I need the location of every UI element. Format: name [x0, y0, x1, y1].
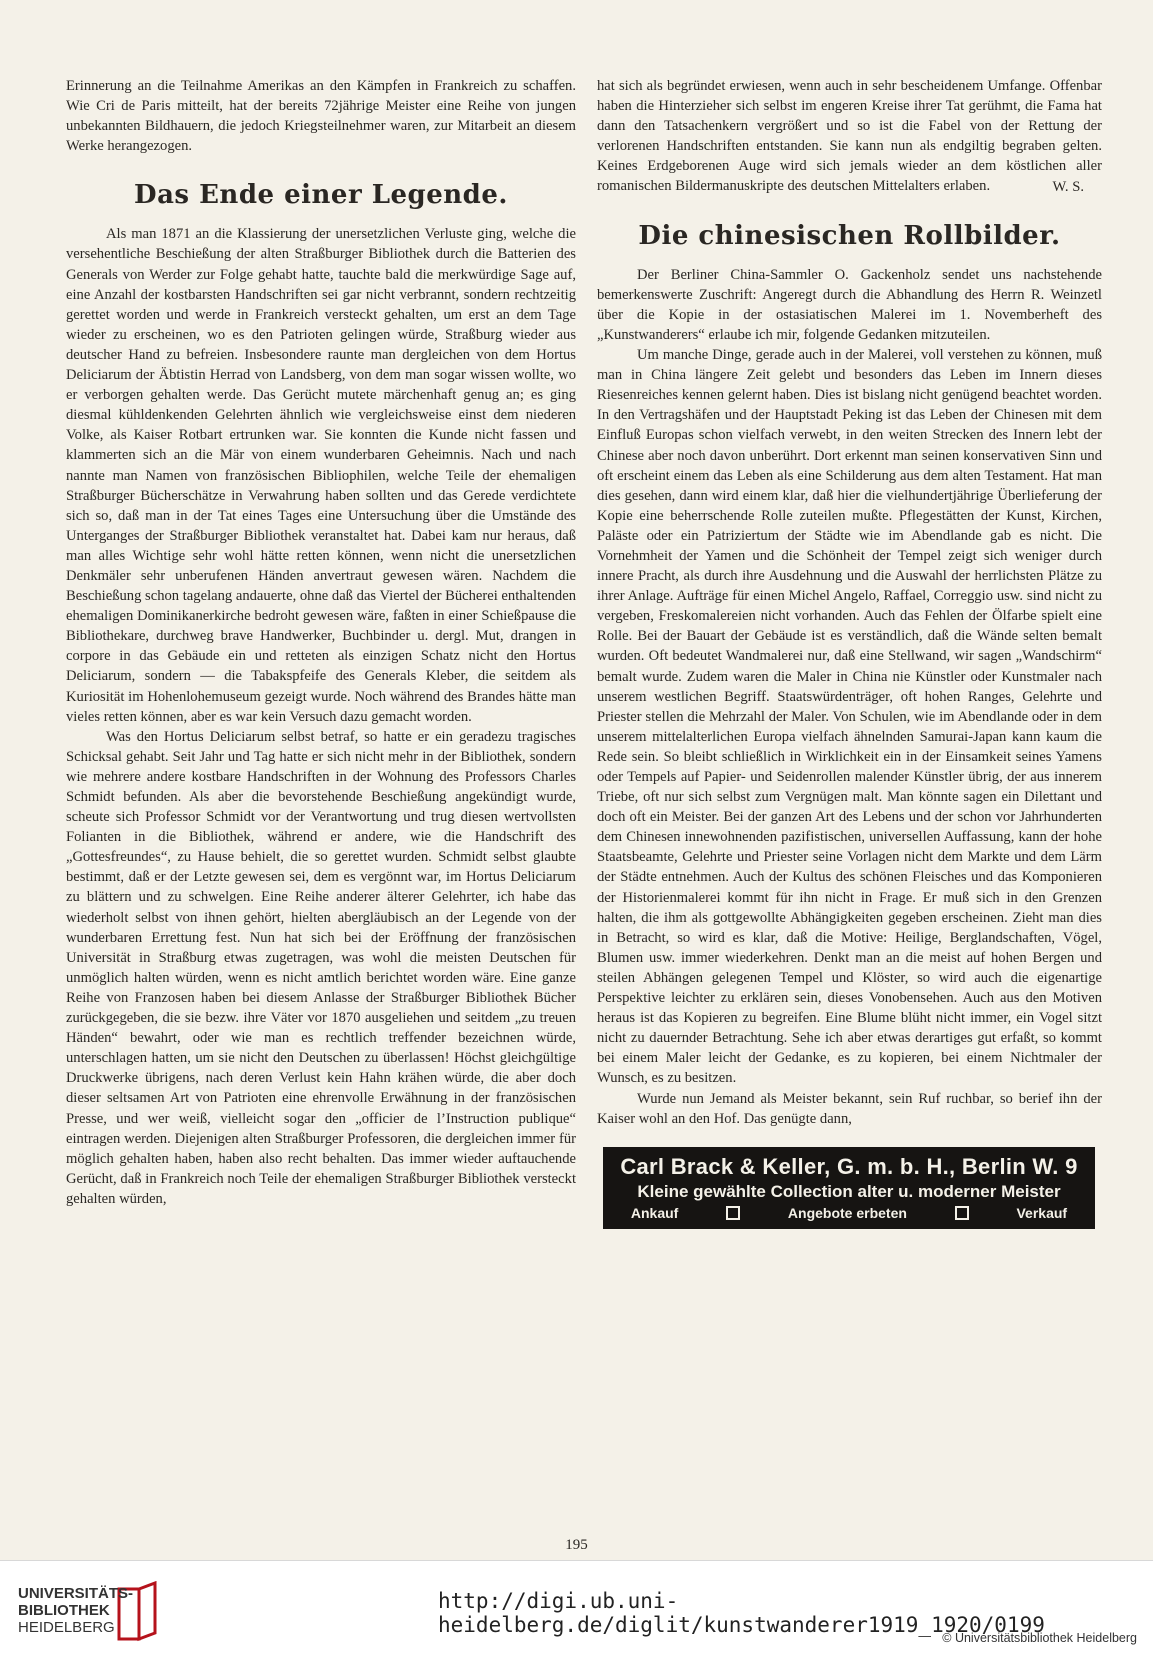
square-icon [726, 1206, 740, 1220]
right-column [597, 76, 1102, 1229]
article-heading-legende: Das Ende einer Legende. [134, 180, 508, 211]
rollbilder-paragraph-3: Wurde nun Jemand als Meister bekannt, sein Ruf ruchbar, so berief ihn der Kaiser wohl an den Hof. Das genügte dann, [597, 1090, 1102, 1127]
legende-paragraph-1: Als man 1871 an die Klassierung der unersetzlichen Verluste ging, welche die versehentliche Beschießung der alten Straßburger Bibliothek durch die Batterien des Generals von Werder zur Folge gehabt hatte, tauchte bald die merkwürdige Sage auf, eine Anzahl der kostbarsten Handschriften sei gar nicht verbrannt, sondern rechtzeitig gerettet worden und werde in Frankreich versteckt gehalten, um erst an dem Tage wieder zu erscheinen, wo es den Patrioten gelingen würde, Straßburg wieder aus deutscher Hand zu befreien. Insbesondere raunte man dergleichen von dem Hortus Deliciarum der Äbtistin Herrad von Landsberg, von dem man sogar wissen wollte, wo er verborgen gehalten werde. Das Gerücht mutete märchenhaft genug an; es ging diesmal kühldenkenden Gelehrten ähnlich wie vergleichsweise einst dem niederen Volke, als Kaiser Rotbart ertrunken war. Sie konnten die Kunde nicht fassen und klammerten sich an die Mär von einem wunderbaren Geheimnis. Nach und nach nannte man Namen von französischen Bibliophilen, welche Teile der ehemaligen Straßburger Bücherschätze in Verwahrung haben sollten und das Gerede verdichtete sich so, daß man in der Tat eines Tages eine Untersuchung über die Umstände des Unterganges der Straßburger Bibliothek veranstaltet hat. Dabei kam nur heraus, daß man alles Wichtige sehr wohl hätte retten können, wenn nicht die unersetzlichen Denkmäler sehr unberufenen Händen anvertraut gewesen wären. Nachdem die Beschießung schon tagelang andauerte, ohne daß das Viertel der Bücherei enthaltenden ehemaligen Dominikanerkirche bedroht gewesen wäre, faßten in einer Schießpause die Bibliothekare, durchweg brave Handwerker, Buchbinder u. dergl. Mut, drangen in corpore in das Gebäude ein und retteten als einzigen Schatz nicht den Hortus Deliciarum, sondern — die Tabakspfeife des Generals Kleber, die seitdem als Kuriosität im Hohenlohemuseum gezeigt wurde. Noch während des Brandes hätte man vieles retten können, aber es war kein Versuch dazu gemacht worden. [66, 226, 576, 725]
ad-angebote: Angebote erbeten [787, 1204, 907, 1221]
ad-company-name: Carl Brack & Keller, G. m. b. H., Berlin W. 9 [620, 1153, 1078, 1179]
intro-paragraph: Erinnerung an die Teilnahme Amerikas an den Kämpfen in Frankreich zu schaffen. Wie Cri de Paris mitteilt, hat der bereits 72jährige Meister eine Reihe von jungen unbekannten Bildhauern, die jedoch Kriegsteilnehmer waren, zur Mitarbeit an diesem Werke herangezogen. [66, 78, 576, 155]
rollbilder-paragraph-2: Um manche Dinge, gerade auch in der Malerei, voll verstehen zu können, muß man in China längere Zeit gelebt und besonders das Leben im Innern dieses Riesenreiches kennen gelernt haben. Dies ist bislang nicht genügend beachtet worden. In den Vertragshäfen und der Hauptstadt Peking ist das Leben der Chinesen mit dem Einfluß Europas schon vielfach verwebt, in den weiten Strecken des Innern lebt der Chinese aber noch davon unberührt. Dort erkennt man seinen konservativen Sinn und oft erscheint einem das Leben als eine Schilderung aus dem alten Testament. Hat man dies gesehen, dann wird einem klar, daß hier die vielhundertjährige Überlieferung der Kopie eine beherrschende Rolle zuteilen mußte. Pflegestätten der Kunst, Kirchen, Paläste oder ein Patriziertum der Städte wie im Abendlande gab es nicht. Die Vornehmheit der Yamen und die Schönheit der Tempel zeigt sich weniger durch innere Pracht, als durch ihre Ausdehnung und die Auswahl der herrlichsten Plätze zu ihrer Anlage. Aufträge für einen Michel Angelo, Raffael, Correggio usw. sind nicht zu vergeben, Freskomalereien nicht vorhanden. Auch das Fehlen der Ölfarbe spielt eine Rolle. Bei der Bauart der Gebäude ist es verständlich, daß die Wände selten bemalt wurden. Oft bedeutet Wandmalerei nur, daß eine Stellwand, wir sagen „Wandschirm“ bemalt wurde. Zudem waren die Maler in China nie Künstler oder Kunstmaler nach unserem westlichen Begriff. Staatswürdenträger, oft hohen Ranges, Gelehrte und Priester stellen die Mehrzahl der Maler. Von Schulen, wie im Abendlande oder in dem unserem mittelalterlichen Europa vielfach ähnelnden Samurai-Japan kann kaum die Rede sein. So bleibt schließlich in Wirklichkeit ein in der Einsamkeit seines Yamens oder Tempels auf Papier- und Seidenrollen malender Künstler übrig, der aus innerem Triebe, oft nur sich selbst zum Vergnügen malt. Man könnte sagen ein Dilettant und doch oft ein Meister. Bei der ganzen Art des Lebens und der schon vor Jahrhunderten dem Chinesen innewohnenden pazifistischen, universellen Auffassung, kann der hohe Staatsbeamte, Gelehrte und Priester seine Vorlagen nicht dem Markte und dem Lärm der Städte entnehmen. Auch der Kultus des schönen Fleisches und das Komponieren der Historienmalerei kommt für ihn nicht in Frage. Er muß sich in den Grenzen halten, die ihm als gottgewollte Abhängigkeiten gegeben erscheinen. Zieht man dies in Betracht, so wird es klar, daß die Motive: Heilige, Berglandschaften, Vögel, Blumen usw. immer wiederkehren. Denkt man an die meist auf hohen Bergen und steilen Abhängen gelegenen Tempel und Klöster, so wird auch die eigenartige Perspektive leichter zu erklären sein, dieses Vonobensehen. Auch aus den Motiven heraus ist das Kopieren zu begreifen. Eine Blume blüht nicht immer, ein Vogel sitzt nicht zu dauernder Betrachtung. Sehe ich aber etwas derartiges gut erfaßt, so kommt bei einem Maler leicht der Gedanke, es zu kopieren, bei einem Nichtmaler der Wunsch, es zu besitzen. [597, 347, 1102, 1087]
ad-tagline: Kleine gewählte Collection alter u. moderner Meister [637, 1181, 1061, 1201]
library-logo-text: UNIVERSITÄTS- BIBLIOTHEK HEIDELBERG [18, 1585, 134, 1636]
page-number: 195 [565, 1537, 588, 1553]
ad-ankauf: Ankauf [630, 1204, 679, 1221]
permalink-url[interactable]: http://digi.ub.uni-heidelberg.de/diglit/kunstwanderer1919_1920/0199 [438, 1589, 1045, 1637]
advertisement-box [603, 1147, 1095, 1229]
ad-services [607, 1203, 1091, 1223]
author-signature: W. S. [1052, 178, 1084, 195]
square-icon [955, 1206, 969, 1220]
copyright-notice: © Universitätsbibliothek Heidelberg [942, 1631, 1137, 1645]
left-column [66, 76, 576, 1209]
legende-continuation: hat sich als begründet erwiesen, wenn auch in sehr bescheidenem Umfange. Offenbar haben die Hinterzieher sich selbst im engeren Kreise ihrer Tat gerühmt, die Fama hat dann den Tatsachenkern vergrößert und so ist die Fabel von der Rettung der verlorenen Handschriften entstanden. Sie kann nun als endgiltig begraben gelten. Keines Erdgeborenen Auge wird sich jemals wieder an dem köstlichen aller romanischen Bildermanuskripte des deutschen Mittelalters erlaben. [597, 78, 1102, 195]
rollbilder-paragraph-1: Der Berliner China-Sammler O. Gackenholz sendet uns nachstehende bemerkenswerte Zuschrift: Angeregt durch die Abhandlung des Herrn R. Weinzetl über die Kopie in der ostasiatischen Malerei im 1. Novemberheft des „Kunstwanderers“ erlaube ich mir, folgende Gedanken mitzuteilen. [597, 266, 1102, 343]
legende-paragraph-2: Was den Hortus Deliciarum selbst betraf, so hatte er ein geradezu tragisches Schicksal gehabt. Seit Jahr und Tag hatte er sich nicht mehr in der Bibliothek, sondern wie mehrere andere kostbare Handschriften in der Wohnung des Professors Charles Schmidt befunden. Als aber die bevorstehende Beschießung angekündigt wurde, scheute sich Professor Schmidt vor der Verantwortung und trug diesen wertvollsten Folianten in die Bibliothek, während er andere, wie die Handschrift des „Gottesfreundes“, zu Hause behielt, die so gerettet wurden. Schmidt selbst glaubte bestimmt, daß er der Letzte gewesen sei, dem es vergönnt war, im Hortus Deliciarum zu blättern und zu schwelgen. Eine Reihe anderer älterer Gelehrter, ich habe das wiederholt selbst von ihnen gehört, hielten abergläubisch an der Legende von der wunderbaren Errettung fest. Nun hat sich bei der Eröffnung der französischen Universität in Straßburg etwas zugetragen, was wohl die meisten Deutschen für unmöglich halten würden, wenn es nicht amtlich berichtet worden wäre. Eine ganze Reihe von Franzosen haben bei diesem Anlasse der Straßburger Bibliothek Bücher zurückgegeben, die sie bezw. ihre Väter vor 1870 ausgeliehen und seitdem „zu treuen Händen“ bewahrt, oder wie man es rechtlich treffender bezeichnen würde, unterschlagen hatten, um sie nicht den Deutschen zu überlassen! Höchst gleichgültige Druckwerke übrigens, nach deren Verlust kein Hahn krähen würde, die aber doch dieser seltsamen Art von Patrioten eine ehrenvolle Erwähnung in der französischen Presse, und wer weiß, vielleicht sogar den „officier de l’Instruction publique“ eintragen werden. Diejenigen alten Straßburger Professoren, die dergleichen immer für möglich gehalten haben, haben also recht behalten. Das immer wieder auftauchende Gerücht, daß in Frankreich noch Teile der ehemaligen Straßburger Bibliothek versteckt gehalten würden, [66, 728, 576, 1207]
ad-verkauf: Verkauf [1016, 1204, 1068, 1221]
library-footer [0, 1560, 1153, 1658]
article-heading-rollbilder: Die chinesischen Rollbilder. [638, 220, 1061, 251]
